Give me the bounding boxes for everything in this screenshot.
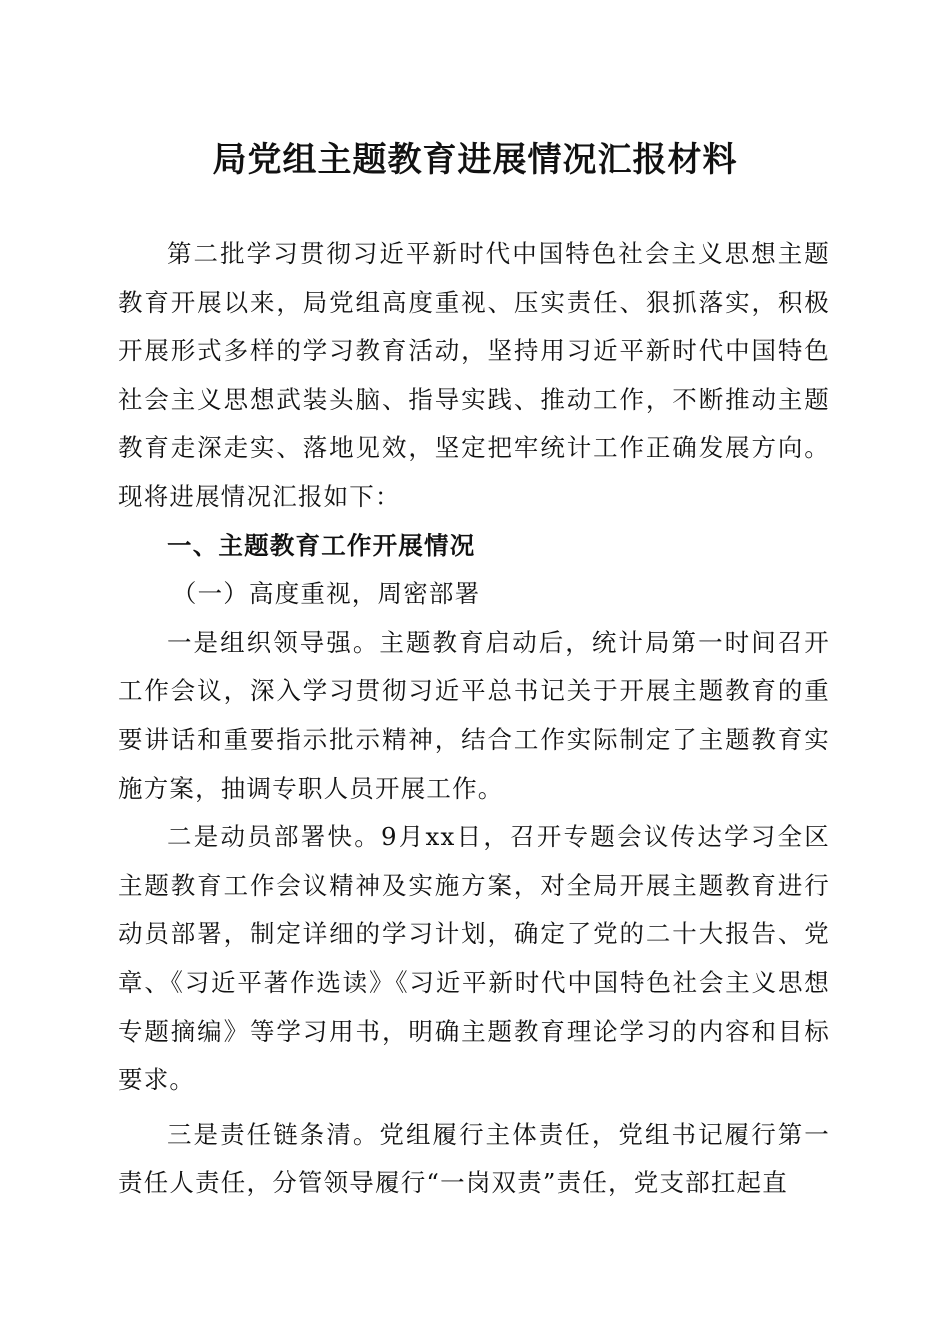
intro-paragraph: 第二批学习贯彻习近平新时代中国特色社会主义思想主题教育开展以来，局党组高度重视、压实责任、狠抓落实，积极开展形式多样的学习教育活动，坚持用习近平新时代中国特色社会主义思想武装头脑、指导实践、推动工作，不断推动主题教育走深走实、落地见效，坚定把牢统计工作正确发展方向。现将进展情况汇报如下： — [118, 239, 830, 511]
subsection-heading: （一）高度重视，周密部署 — [171, 579, 481, 609]
body-paragraph-organization: 一是组织领导强。主题教育启动后，统计局第一时间召开工作会议，深入学习贯彻习近平总书记关于开展主题教育的重要讲话和重要指示批示精神，结合工作实际制定了主题教育实施方案，抽调专职人员开展工作。 — [118, 627, 830, 803]
document-title: 局党组主题教育进展情况汇报材料 — [212, 140, 738, 180]
body-paragraph-mobilization: 二是动员部署快。9月xx日，召开专题会议传达学习全区主题教育工作会议精神及实施方案，对全局开展主题教育进行动员部署，制定详细的学习计划，确定了党的二十大报告、党章、《习近平著作选读》《习近平新时代中国特色社会主义思想专题摘编》等学习用书，明确主题教育理论学习的内容和目标要求。 — [118, 822, 830, 1095]
document-body — [118, 230, 830, 1208]
body-paragraph-responsibility: 三是责任链条清。党组履行主体责任，党组书记履行第一责任人责任，分管领导履行“一岗双责”责任，党支部扛起直 — [118, 1119, 830, 1198]
section-heading: 一、主题教育工作开展情况 — [167, 530, 476, 560]
